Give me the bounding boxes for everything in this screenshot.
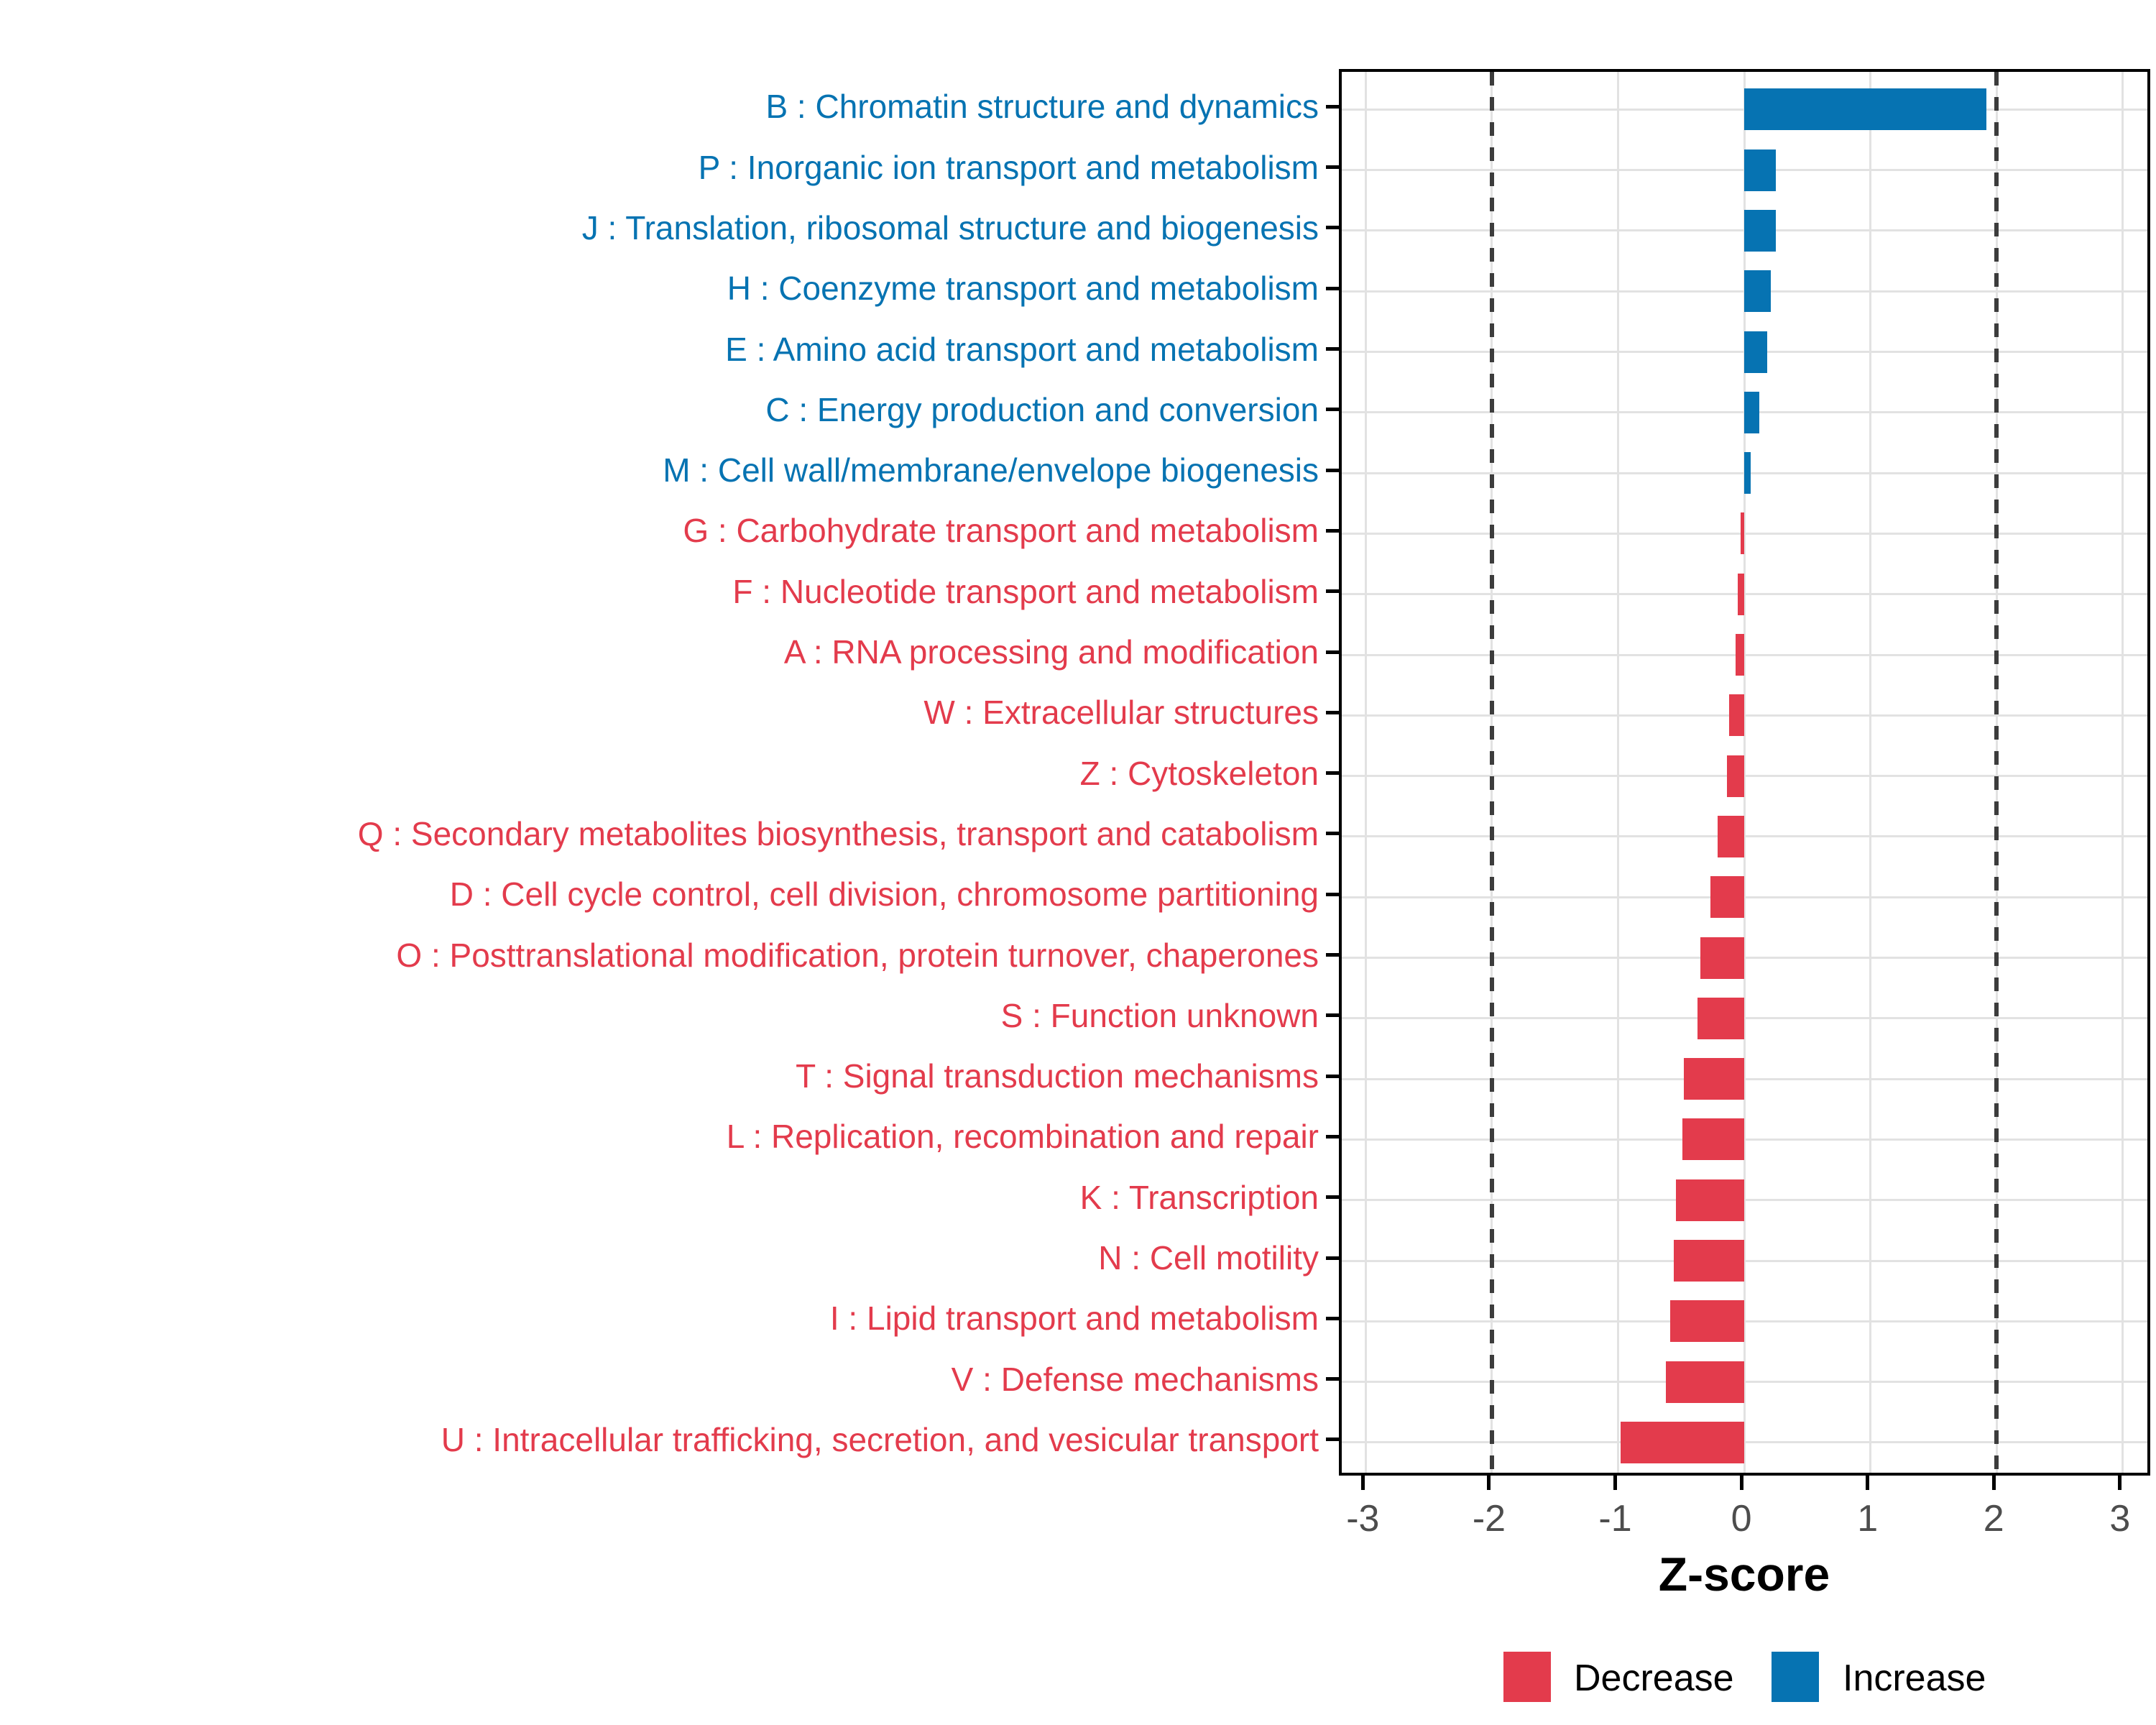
category-label-T: T : Signal transduction mechanisms bbox=[796, 1057, 1319, 1095]
y-axis-tick bbox=[1326, 589, 1339, 593]
category-label-L: L : Replication, recombination and repair bbox=[726, 1118, 1319, 1156]
x-axis-tick bbox=[1613, 1476, 1617, 1490]
bar-D bbox=[1710, 876, 1744, 918]
legend-label-increase: Increase bbox=[1843, 1657, 1986, 1699]
bar-F bbox=[1738, 574, 1744, 615]
y-axis-tick bbox=[1326, 711, 1339, 714]
y-axis-tick bbox=[1326, 650, 1339, 654]
y-axis-tick bbox=[1326, 1377, 1339, 1381]
x-axis-tick-label: 2 bbox=[1983, 1498, 2004, 1540]
y-axis-tick bbox=[1326, 408, 1339, 411]
x-axis-tick bbox=[1361, 1476, 1365, 1490]
y-axis-tick bbox=[1326, 893, 1339, 896]
y-axis-tick bbox=[1326, 1195, 1339, 1199]
y-axis-tick bbox=[1326, 1438, 1339, 1441]
y-axis-tick bbox=[1326, 226, 1339, 229]
bar-A bbox=[1736, 634, 1744, 676]
y-axis-tick bbox=[1326, 287, 1339, 290]
bar-P bbox=[1744, 150, 1776, 191]
bar-K bbox=[1676, 1179, 1744, 1221]
category-label-F: F : Nucleotide transport and metabolism bbox=[732, 572, 1319, 610]
y-axis-tick bbox=[1326, 529, 1339, 533]
x-axis-tick bbox=[1866, 1476, 1869, 1490]
category-label-C: C : Energy production and conversion bbox=[765, 390, 1319, 428]
x-axis-tick bbox=[1992, 1476, 1996, 1490]
x-axis-tick-label: -3 bbox=[1346, 1498, 1380, 1540]
bar-U bbox=[1621, 1422, 1744, 1463]
y-axis-tick bbox=[1326, 953, 1339, 957]
bar-C bbox=[1744, 392, 1759, 433]
x-axis-tick-label: 0 bbox=[1731, 1498, 1752, 1540]
y-axis-tick bbox=[1326, 1135, 1339, 1138]
x-axis-tick-label: -2 bbox=[1472, 1498, 1506, 1540]
bar-T bbox=[1684, 1058, 1744, 1100]
bar-V bbox=[1666, 1361, 1744, 1403]
category-label-A: A : RNA processing and modification bbox=[783, 633, 1319, 671]
category-label-Q: Q : Secondary metabolites biosynthesis, transport and catabolism bbox=[357, 814, 1319, 852]
category-label-K: K : Transcription bbox=[1079, 1178, 1319, 1216]
bar-W bbox=[1729, 694, 1744, 736]
bar-E bbox=[1744, 331, 1767, 373]
x-axis-tick bbox=[1487, 1476, 1491, 1490]
y-axis-tick bbox=[1326, 832, 1339, 835]
category-label-N: N : Cell motility bbox=[1098, 1239, 1319, 1276]
category-label-Z: Z : Cytoskeleton bbox=[1079, 754, 1319, 792]
category-label-O: O : Posttranslational modification, protein turnover, chaperones bbox=[396, 936, 1319, 974]
x-axis-tick-label: -1 bbox=[1598, 1498, 1632, 1540]
y-axis-tick bbox=[1326, 1075, 1339, 1078]
v-gridline bbox=[1869, 72, 1871, 1473]
category-label-M: M : Cell wall/membrane/envelope biogenesis bbox=[663, 451, 1319, 489]
category-label-U: U : Intracellular trafficking, secretion, and vesicular transport bbox=[441, 1420, 1319, 1458]
bar-H bbox=[1744, 270, 1771, 312]
category-label-J: J : Translation, ribosomal structure and biogenesis bbox=[581, 208, 1319, 247]
y-axis-tick bbox=[1326, 1013, 1339, 1017]
plot-panel bbox=[1339, 69, 2150, 1476]
bar-O bbox=[1700, 937, 1744, 979]
category-label-V: V : Defense mechanisms bbox=[951, 1360, 1319, 1398]
category-label-I: I : Lipid transport and metabolism bbox=[829, 1300, 1319, 1338]
category-label-H: H : Coenzyme transport and metabolism bbox=[727, 270, 1319, 308]
bar-Z bbox=[1727, 755, 1745, 797]
legend-label-decrease: Decrease bbox=[1574, 1657, 1734, 1699]
dashed-reference-line bbox=[1994, 72, 1999, 1473]
category-label-P: P : Inorganic ion transport and metabolism bbox=[698, 148, 1319, 186]
category-label-D: D : Cell cycle control, cell division, chromosome partitioning bbox=[449, 875, 1319, 914]
v-gridline bbox=[2122, 72, 2124, 1473]
x-axis-tick bbox=[2118, 1476, 2122, 1490]
v-gridline bbox=[1365, 72, 1367, 1473]
category-label-G: G : Carbohydrate transport and metabolism bbox=[683, 512, 1319, 550]
category-label-B: B : Chromatin structure and dynamics bbox=[765, 88, 1319, 126]
bar-I bbox=[1670, 1300, 1745, 1342]
x-axis-title: Z-score bbox=[1658, 1547, 1830, 1601]
legend-swatch-increase bbox=[1772, 1652, 1819, 1702]
bar-L bbox=[1682, 1118, 1744, 1160]
x-axis-tick-label: 3 bbox=[2109, 1498, 2131, 1540]
bar-N bbox=[1674, 1240, 1744, 1282]
bar-Q bbox=[1718, 816, 1744, 857]
y-axis-tick bbox=[1326, 105, 1339, 109]
x-axis-tick-label: 1 bbox=[1857, 1498, 1879, 1540]
y-axis-tick bbox=[1326, 1256, 1339, 1260]
bar-B bbox=[1744, 88, 1986, 130]
category-label-E: E : Amino acid transport and metabolism bbox=[725, 330, 1319, 368]
bar-S bbox=[1697, 998, 1744, 1039]
category-label-S: S : Function unknown bbox=[1000, 996, 1319, 1034]
y-axis-tick bbox=[1326, 771, 1339, 775]
bar-G bbox=[1741, 512, 1744, 554]
dashed-reference-line bbox=[1490, 72, 1494, 1473]
bar-J bbox=[1744, 210, 1776, 252]
legend-swatch-decrease bbox=[1503, 1652, 1551, 1702]
y-axis-tick bbox=[1326, 165, 1339, 169]
x-axis-tick bbox=[1740, 1476, 1743, 1490]
y-axis-tick bbox=[1326, 347, 1339, 351]
category-label-W: W : Extracellular structures bbox=[923, 694, 1319, 732]
y-axis-tick bbox=[1326, 469, 1339, 472]
bar-M bbox=[1744, 452, 1751, 494]
y-axis-tick bbox=[1326, 1317, 1339, 1320]
v-gridline bbox=[1617, 72, 1619, 1473]
